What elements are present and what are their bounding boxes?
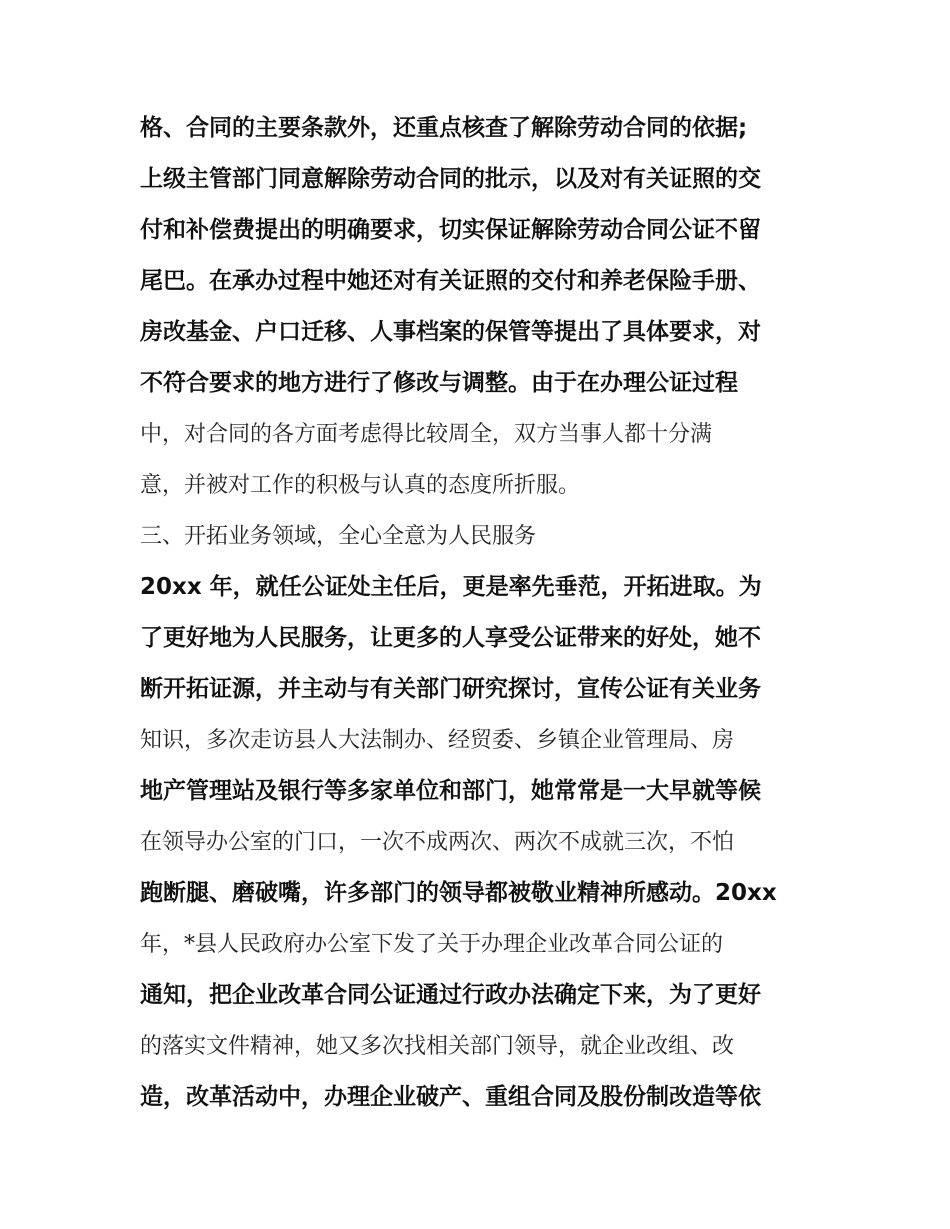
section-heading: 三、开拓业务领域，全心全意为人民服务 <box>140 524 537 549</box>
text-line: 的落实文件精神，她又多次找相关部门领导，就企业改组、改 <box>140 1034 735 1059</box>
text-line: 20xx 年，就任公证处主任后，更是率先垂范，开拓进取。为 <box>140 574 762 600</box>
text-line: 上级主管部门同意解除劳动合同的批示，以及对有关证照的交 <box>140 166 761 192</box>
text-line: 尾巴。在承办过程中她还对有关证照的交付和养老保险手册、 <box>140 268 761 294</box>
text-line: 格、合同的主要条款外，还重点核查了解除劳动合同的依据; <box>140 115 748 141</box>
text-line: 中，对合同的各方面考虑得比较周全，双方当事人都十分满 <box>140 422 713 447</box>
text-line: 了更好地为人民服务，让更多的人享受公证带来的好处，她不 <box>140 625 761 651</box>
text-line: 付和补偿费提出的明确要求，切实保证解除劳动合同公证不留 <box>140 217 761 243</box>
text-line: 在领导办公室的门口，一次不成两次、两次不成就三次，不怕 <box>140 830 735 855</box>
text-line: 不符合要求的地方进行了修改与调整。由于在办理公证过程 <box>140 370 738 396</box>
text-line: 年，*县人民政府办公室下发了关于办理企业改革合同公证的 <box>140 932 724 957</box>
body-text <box>140 103 820 1123</box>
text-line: 知识，多次走访县人大法制办、经贸委、乡镇企业管理局、房 <box>140 728 735 753</box>
text-line: 断开拓证源，并主动与有关部门研究探讨，宣传公证有关业务 <box>140 676 761 702</box>
text-line: 地产管理站及银行等多家单位和部门，她常常是一大早就等候 <box>140 778 761 804</box>
text-line: 意，并被对工作的积极与认真的态度所折服。 <box>140 473 581 498</box>
text-line: 跑断腿、磨破嘴，许多部门的领导都被敬业精神所感动。20xx <box>140 880 777 906</box>
text-line: 造，改革活动中，办理企业破产、重组合同及股份制改造等依 <box>140 1084 761 1110</box>
text-line: 通知，把企业改革合同公证通过行政办法确定下来，为了更好 <box>140 982 761 1008</box>
text-line: 房改基金、户口迁移、人事档案的保管等提出了具体要求，对 <box>140 319 761 345</box>
